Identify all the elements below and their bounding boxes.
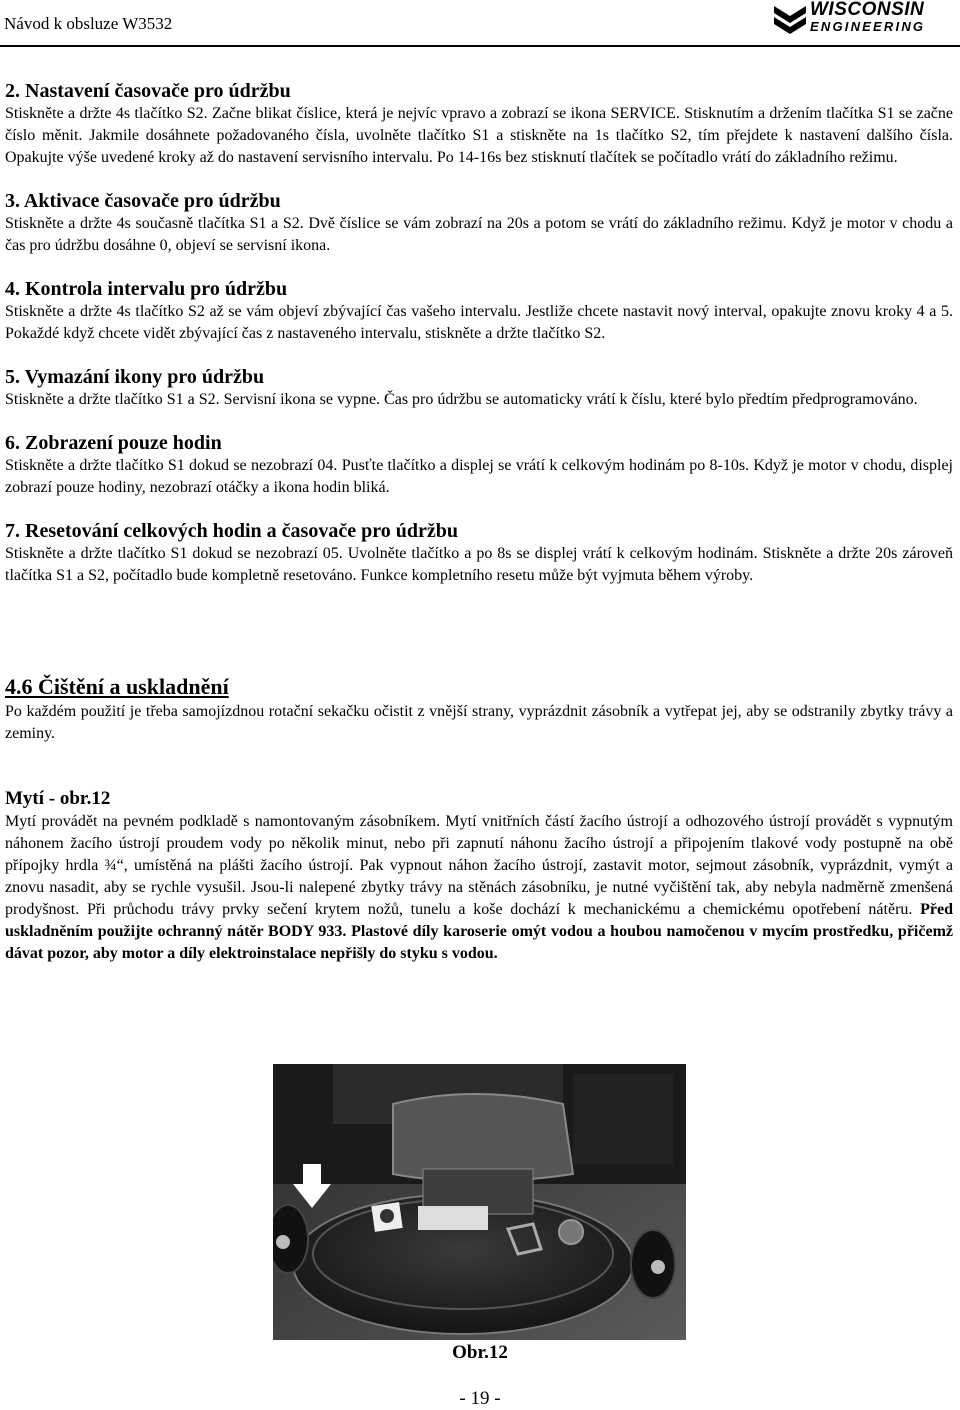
logo-word-wisconsin: WISCONSIN xyxy=(810,0,925,20)
washing-text-regular: Mytí provádět na pevném podkladě s namontovaným zásobníkem. Mytí vnitřních částí žacího ústrojí a odhozového ústrojí provádět s vypnutým náhonem žacího ústrojí proudem vody po několik minut, nebo při zapnutí náhonu žacího ústrojí a připojením tlakové vody postupně na obě přípojky hrdla ¾“, umístěná na plášti žacího ústrojí. Pak vypnout náhon žacího ústrojí, zastavit motor, sejmout zásobník, vyprázdnit, vymýt a znovu nasadit, aby se rychle vysušil. Jsou-li nalepené zbytky trávy na stěnách zásobníku, je nutné vyčištění tak, aby nebyla nadměrně zmenšená prodyšnost. Při průchodu trávy prvky sečení krytem nožů, tunelu a koše dochází k mechanickému a chemickému opotřebení nátěru. xyxy=(5,813,953,918)
section-5 xyxy=(5,365,953,411)
section-3 xyxy=(5,189,953,257)
section-title: 5. Vymazání ikony pro údržbu xyxy=(5,366,265,388)
section-text: Stiskněte a držte tlačítko S1 dokud se nezobrazí 05. Uvolněte tlačítko a po 8s se displej vrátí k celkovým hodinám. Stiskněte a držte 20s zároveň tlačítka S1 a S2, počítadlo bude kompletně resetováno. Funkce kompletního resetu může být vyjmuta během výroby. xyxy=(5,545,953,584)
logo-chevron-icon xyxy=(772,2,808,36)
figure-caption: Obr.12 xyxy=(452,1342,508,1363)
section-7 xyxy=(5,519,953,587)
wisconsin-engineering-logo xyxy=(772,0,960,42)
washing-title: Mytí - obr.12 xyxy=(5,788,111,809)
logo-word-engineering: ENGINEERING xyxy=(810,19,926,34)
section-title: 2. Nastavení časovače pro údržbu xyxy=(5,80,291,102)
section-text: Stiskněte a držte 4s tlačítko S2 až se vám objeví zbývající čas vašeho intervalu. Jestliže chcete nastavit nový interval, opakujte znovu kroky 4 a 5. Pokaždé když chcete vidět zbývající čas z nastaveného intervalu, stiskněte a držte tlačítko S2. xyxy=(5,303,953,342)
section-text: Stiskněte a držte tlačítko S1 a S2. Servisní ikona se vypne. Čas pro údržbu se automaticky vrátí k číslu, které bylo předtím předprogramováno. xyxy=(5,391,918,408)
section-text: Stiskněte a držte 4s tlačítko S2. Začne blikat číslice, která je nejvíc vpravo a zobrazí se ikona SERVICE. Stisknutím a držením tlačítka S1 se začne číslo měnit. Jakmile dosáhnete požadovaného čísla, uvolněte tlačítko S1 a stiskněte na 1s tlačítko S2, tím přejdete k nastavení dalšího čísla. Opakujte výše uvedené kroky až do nastavení servisního intervalu. Po 14-16s bez stisknutí tlačítek se počítadlo vrátí do základního režimu. xyxy=(5,105,953,166)
section-4 xyxy=(5,277,953,345)
section-title: 7. Resetování celkových hodin a časovače pro údržbu xyxy=(5,520,458,542)
cleaning-text: Po každém použití je třeba samojízdnou rotační sekačku očistit z vnější strany, vyprázdnit zásobník a vytřepat jej, aby se odstranily zbytky trávy a zeminy. xyxy=(5,703,953,742)
page-header xyxy=(0,0,960,46)
washing-text xyxy=(5,811,953,965)
washing-text-bold: Před uskladněním použijte ochranný nátěr BODY 933. Plastové díly karoserie omýt vodou a houbou namočenou v mycím prostředku, přičemž dávat pozor, aby motor a díly elektroinstalace nepřišly do styku s vodou. xyxy=(5,901,953,962)
section-title: 3. Aktivace časovače pro údržbu xyxy=(5,190,281,212)
section-2 xyxy=(5,79,953,169)
mower-illustration xyxy=(273,1064,686,1340)
mower-photo xyxy=(273,1064,686,1340)
section-title: 4. Kontrola intervalu pro údržbu xyxy=(5,278,288,300)
page-number: - 19 - xyxy=(459,1388,501,1409)
section-text: Stiskněte a držte 4s současně tlačítka S1 a S2. Dvě číslice se vám zobrazí na 20s a potom se vrátí do základního režimu. Když je motor v chodu a čas pro údržbu dosáhne 0, objeví se servisní ikona. xyxy=(5,215,953,254)
section-6 xyxy=(5,431,953,499)
header-divider xyxy=(0,45,960,47)
section-title: 6. Zobrazení pouze hodin xyxy=(5,432,222,454)
cleaning-title: 4.6 Čištění a uskladnění xyxy=(5,674,229,699)
page-content xyxy=(5,79,953,985)
cleaning-section xyxy=(5,673,953,745)
washing-section xyxy=(5,787,953,965)
section-text: Stiskněte a držte tlačítko S1 dokud se nezobrazí 04. Pusťte tlačítko a displej se vrátí k celkovým hodinám po 8-10s. Když je motor v chodu, displej zobrazí pouze hodiny, nezobrazí otáčky a ikona hodin bliká. xyxy=(5,457,953,496)
document-title: Návod k obsluze W3532 xyxy=(4,14,173,33)
